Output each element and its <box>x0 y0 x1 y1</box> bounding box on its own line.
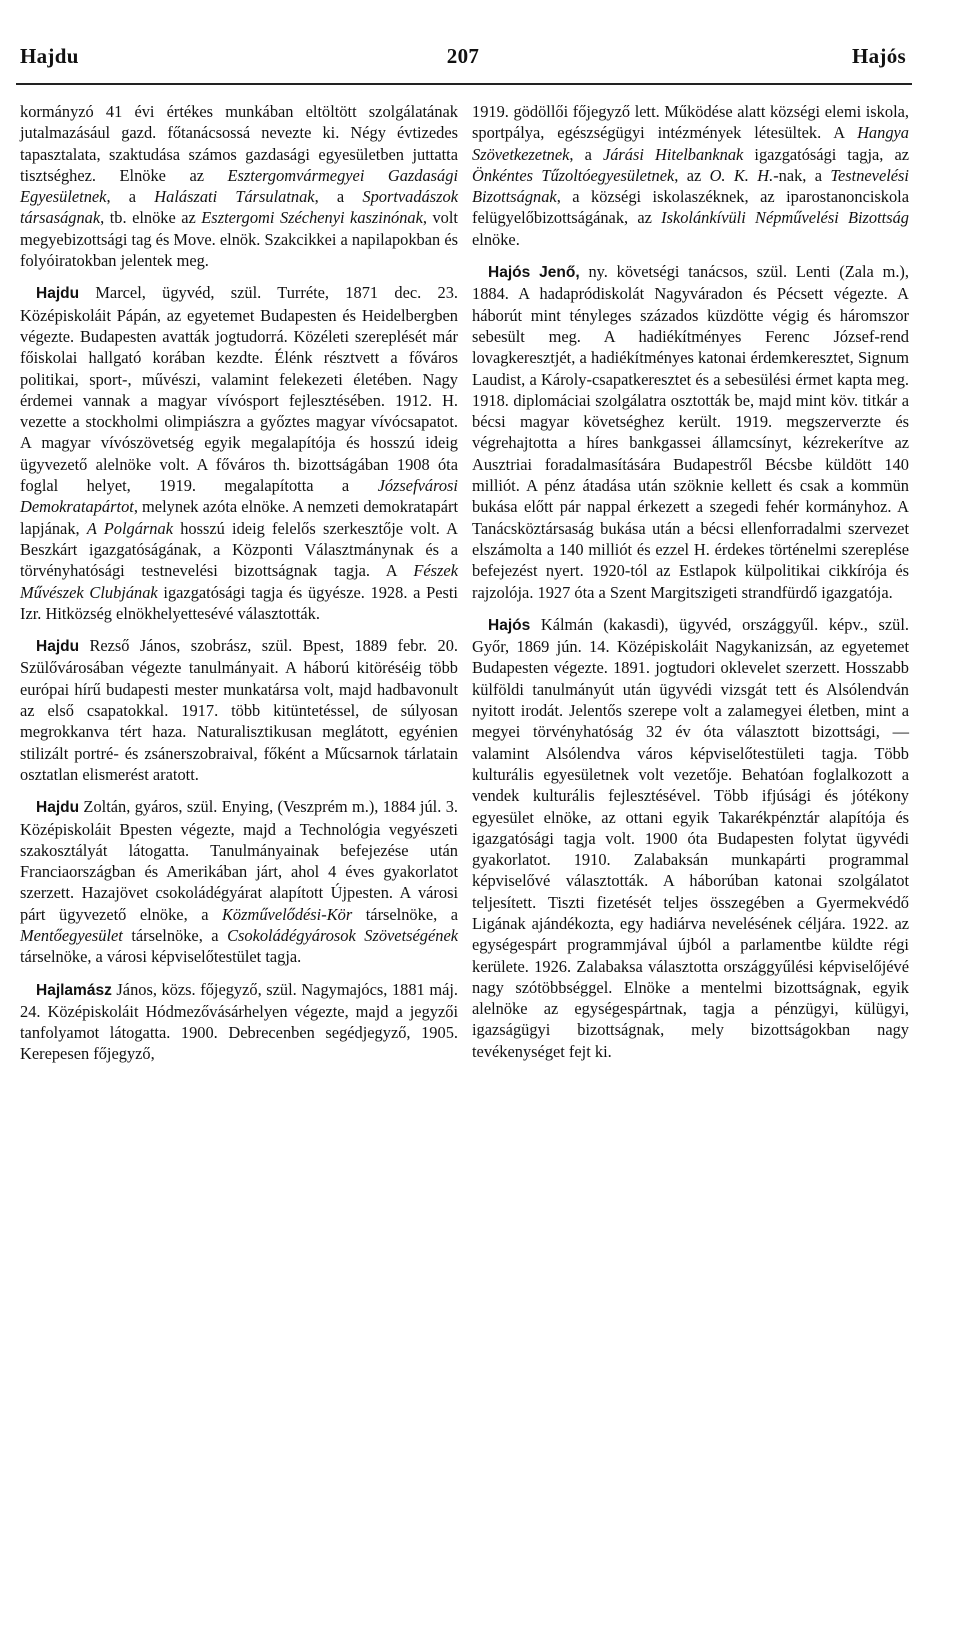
header-left-word: Hajdu <box>20 44 79 68</box>
italic-organization-name: Közművelődési-Kör <box>222 904 353 924</box>
left-column <box>20 101 458 1065</box>
italic-organization-name: O. K. H. <box>709 165 774 185</box>
entry-text: , a <box>314 187 363 207</box>
entry-text: , melynek azóta elnöke. A nemzeti demokratapárt lapjának, <box>20 497 458 538</box>
italic-organization-name: Önkéntes Tűzoltóegyesületnek <box>472 165 675 185</box>
entry-paragraph <box>20 796 458 967</box>
entry-text: elnöke. <box>472 229 520 249</box>
italic-organization-name: Sportvadászok társaságnak <box>20 187 458 228</box>
entry-text: Kálmán (kakasdi), ügyvéd, országgyűl. képv., szül. Győr, 1869 jún. 14. Középiskoláit Nagykanizsán, az egyetemet Budapesten végezte. 1891. jogtudori oklevelet szerzett. Hosszabb külföldi tanulmányút után ügyvédi vizsgát tett és Alsólendván nyitott irodát. Jelentős szerepe volt a zalamegyei életben, mint a megyei törvényhatóság 32 év óta választott bizottsági, — valamint Alsólendva város képviselőtestületi tagja. Több kulturális egyesületnek volt vezetője. Behatóan foglalkozott a vendek kulturális fejlesztésével. Több ifjúsági és jótékony egyesület elnöke, az ottani egyik Takarékpénztár alapítója és igazgatósági tagja volt. 1900 óta Budapesten folytat ügyvédi gyakorlatot. 1910. Zalabaksán munkapárti programmal képviselővé választották. A háborúban katonai szolgálatot teljesített. Tiszti fizetését teljes összegében a Gyermekvédő Ligának ajándékozta, egy hadiárva nevelésének céljára. 1922. az egységespárt programmjával újból a parlamentbe küldte régi kerülete. 1926. Zalabaksa választotta országgyűlési képviselőjévé nagy szótöbbséggel. Elnöke a mentelmi bizottságnak, egyik alelnöke az egységespártnak, tagja a pénzügyi, külügyi, igazságügyi bizottságnak, mely bizottságokban nagy tevékenységet fejt ki. <box>472 614 909 1061</box>
header-rule <box>16 83 912 85</box>
entry-text: igazgatósági tagja, az <box>743 144 910 164</box>
entry-headword: Hajós <box>488 616 531 634</box>
italic-organization-name: Csokoládégyárosok Szövetségének <box>227 925 458 945</box>
entry-text: , a <box>106 187 155 207</box>
page-number: 207 <box>446 44 480 68</box>
italic-organization-name: Józsefvárosi Demokratapártot <box>20 476 458 517</box>
entry-text: igazgatósági tagja és ügyésze. 1928. a Pesti Izr. Hitközség elnökhelyettesévé választották. <box>20 582 458 623</box>
entry-text: kormányzó 41 évi értékes munkában eltöltött szolgálatának jutalmazásául gazd. főtanácsossá nevezte ki. Négy évtizedes tapasztalata, szaktudása számos gazdasági egyesületben juttatta tisztséghez. Elnöke az <box>20 102 458 185</box>
entry-text: társelnöke, a <box>122 925 228 945</box>
header-right-word: Hajós <box>852 44 906 68</box>
entry-headword: Hajdu <box>36 799 80 817</box>
entry-text: János, közs. főjegyző, szül. Nagymajócs, 1881 máj. 24. Középiskoláit Hódmezővásárhelyen végezte, majd a jegyzői tanfolyamot látogatta. 1900. Debrecenben segédjegyző, 1905. Kerepesen főjegyző, <box>20 979 458 1064</box>
continued-entry-paragraph <box>20 101 458 271</box>
entry-paragraph <box>20 979 458 1065</box>
entry-text: , a községi iskolaszéknek, az iparostanonciskola felügyelőbizottságának, az <box>472 187 909 228</box>
entry-text: , a <box>569 144 603 164</box>
italic-organization-name: Testnevelési Bizottságnak <box>472 165 909 207</box>
entry-paragraph <box>472 261 909 603</box>
entry-text: , tb. elnöke az <box>100 208 202 228</box>
entry-text: Marcel, ügyvéd, szül. Turréte, 1871 dec. 23. Középiskoláit Pápán, az egyetemet Budapesten és Heidelbergben végezte. Budapesten avatták jogtudorrá. Közéleti szereplését már főiskolai hallgató korában kezdte. Élénk résztvett a főváros politikai, sport-, művészi, valamint felekezeti életében. Nagy érdemei vannak a magyar vívósport fejlesztésében. 1912. H. vezette a stockholmi olimpiászra a győztes magyar vívócsapatot. A magyar vívószövetség egyik megalapítója és hosszú ideig ügyvezető alelnöke volt. A főváros th. bizottságában 1908 óta foglal helyet, 1919. megalapította a <box>20 283 458 496</box>
italic-organization-name: Fészek Művészek Clubjának <box>20 561 458 602</box>
right-column <box>472 101 909 1062</box>
entry-text: hosszú ideig felelős szerkesztője volt. A Beszkárt igazgatóságának, a Központi Választmánynak és a törvényhatósági testnevelési bizottságnak tagja. A <box>20 518 458 581</box>
entry-text: Zoltán, gyáros, szül. Enying, (Veszprém m.), 1884 júl. 3. Középiskoláit Bpesten végezte, majd a Technológia vegyészeti szakosztályát látogatta. Tanulmányainak befejezése után Franciaországban és Amerikában járt, ahol 4 éves gyakorlatot szerzett. Hazajövet csokoládégyárat alapított Újpesten. A városi párt ügyvezető elnöke, a <box>20 797 458 924</box>
entry-headword: Hajós Jenő, <box>488 264 580 282</box>
entry-text: , az <box>674 165 710 185</box>
italic-organization-name: Mentőegyesület <box>20 925 123 945</box>
entry-text: ny. követségi tanácsos, szül. Lenti (Zala m.), 1884. A hadapródiskolát Nagyváradon és Pécsett végezte. A háborút mint tényleges százados küzdötte végig és háromszor sebesült meg. A hadiékítményes Ferenc József-rend lovagkeresztjét, a hadiékítményes katonai érdemkeresztet, Signum Laudist, a Károly-csapatkeresztet és a sebesülési érmet kapta meg. 1918. diplomáciai szolgálatra osztották be, majd mint köv. titkár a bécsi magyar követséghez került. 1919. megszerverzte és végrehajtotta a híres bankgassei államcsínyt, kézrekerítve az Ausztriai foradalmasítására Budapestről Bécsbe küldött 140 milliót. A pénz átadása után szöknie kellett és csak a kommün bukása előtt pár nappal érkezett a szegedi fehér kormányhoz. A Tanácsköztársaság bukása után a bécsi ellenforradalmi szervezet elszámolta a 140 milliót és ezzel H. érdekes történelmi szereplése befejezést nyert. 1920-tól az Estlapok külpolitikai cikkírója és rajzolója. 1927 óta a Szent Margitszigeti strandfürdő igazgatója. <box>472 262 909 602</box>
italic-organization-name: Halászati Társulatnak <box>154 187 315 207</box>
continued-entry-paragraph <box>472 101 909 250</box>
entry-paragraph <box>472 614 909 1062</box>
entry-paragraph <box>20 282 458 624</box>
entry-headword: Hajlamász <box>36 981 112 999</box>
entry-text: , volt megyebizottsági tag és Move. elnök. Szakcikkei a napilapokban és folyóiratokban jelentek meg. <box>20 208 458 271</box>
entry-headword: Hajdu <box>36 285 80 303</box>
italic-organization-name: Járási Hitelbanknak <box>602 144 744 164</box>
italic-organization-name: A Polgárnak <box>86 518 173 538</box>
entry-text: -nak, a <box>773 165 831 185</box>
italic-organization-name: Esztergomvármegyei Gazdasági Egyesületnek <box>20 165 459 207</box>
entry-text: 1919. gödöllői főjegyző lett. Működése alatt községi elemi iskola, sportpálya, egészségügyi intézmények létesültek. A <box>472 102 909 143</box>
entry-text: társelnöke, a <box>352 904 458 924</box>
italic-organization-name: Esztergomi Széchenyi kaszinónak <box>201 208 423 228</box>
entry-text: Rezső János, szobrász, szül. Bpest, 1889 febr. 20. Szülővárosában végezte tanulmányait. A háború kitöréséig több európai hírű budapesti mester munkatársa volt, majd hadbavonult az első csapatokkal. 1917. több kitüntetéssel, de súlyosan megrokkanva tért haza. Naturalisztikusan meglátott, egyénien stilizált portré- és zsánerszobraival, főként a Műcsarnok tárlatain osztatlan elismerést aratott. <box>20 636 458 784</box>
italic-organization-name: Iskolánkívüli Népművelési Bizottság <box>661 208 909 228</box>
entry-paragraph <box>20 635 458 785</box>
running-header <box>20 44 906 74</box>
entry-headword: Hajdu <box>36 638 80 656</box>
entry-text: társelnöke, a városi képviselőtestület tagja. <box>20 947 302 967</box>
italic-organization-name: Hangya Szövetkezetnek <box>472 123 909 164</box>
